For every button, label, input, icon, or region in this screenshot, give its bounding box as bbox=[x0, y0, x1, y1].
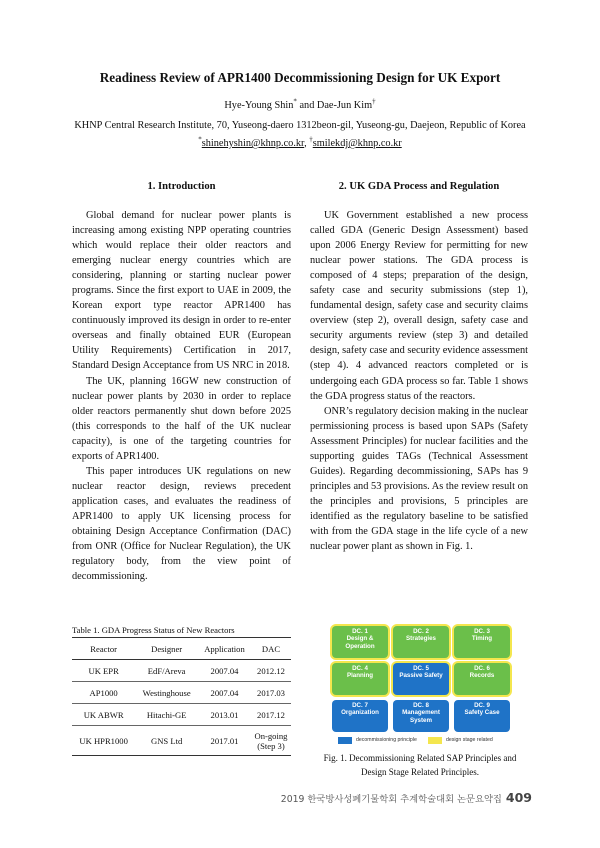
email-1-link[interactable]: shinehyshin@khnp.co.kr bbox=[201, 138, 305, 149]
table-cell: 2007.04 bbox=[210, 687, 239, 698]
paragraph: Global demand for nuclear power plants is increasing among existing NPP operating countries which would replace their older reactors and emerging nuclear energy countries which are considering, planning or starting nuclear power programs. Since the first export to UAE in 2009, the Korean export type reactor APR1400 has continuously improved its design in order to re-enter overseas and finally obtained EUR (European Utility Requirements) Certification in 2017, Standard Design Acceptance from US NRC in 2018. bbox=[72, 210, 291, 372]
page-number: 409 bbox=[505, 790, 532, 805]
page-footer bbox=[281, 790, 532, 805]
table-cell: 2013.01 bbox=[210, 709, 239, 720]
author-2: Dae-Jun Kim bbox=[316, 100, 373, 111]
principle-label: Planning bbox=[346, 672, 374, 680]
section-1-body bbox=[72, 208, 291, 584]
principle-code: DC. 8 bbox=[413, 702, 429, 709]
table-header-cell: Application bbox=[204, 643, 245, 654]
table-cell: Westinghouse bbox=[142, 687, 191, 698]
table-cell: Hitachi-GE bbox=[146, 709, 187, 720]
principle-label: Timing bbox=[471, 635, 493, 643]
principle-label: Design & Operation bbox=[345, 635, 375, 650]
principle-box-dc3 bbox=[454, 626, 510, 658]
table-cell: UK EPR bbox=[88, 665, 119, 676]
legend-yellow-swatch bbox=[428, 737, 442, 744]
principle-box-dc9 bbox=[454, 700, 510, 732]
table-cell: 2017.01 bbox=[210, 735, 239, 746]
table-row bbox=[72, 660, 291, 682]
paper-title: Readiness Review of APR1400 Decommissioning Design for UK Export bbox=[99, 70, 501, 85]
table-cell: UK HPR1000 bbox=[79, 735, 128, 746]
table-header-cell: Designer bbox=[151, 643, 183, 654]
principle-code: DC. 3 bbox=[474, 628, 490, 635]
table-cell: 2017.03 bbox=[257, 687, 285, 698]
legend-blue-swatch bbox=[338, 737, 352, 744]
table-header-cell: Reactor bbox=[90, 643, 118, 654]
email-separator: , bbox=[304, 138, 310, 149]
table-caption: Table 1. GDA Progress Status of New Reactors bbox=[72, 625, 235, 635]
figure-caption-line: Design Stage Related Principles. bbox=[361, 766, 479, 777]
figure-caption-line: Fig. 1. Decommissioning Related SAP Principles and bbox=[323, 753, 517, 763]
principle-code: DC. 2 bbox=[413, 628, 429, 635]
table-row bbox=[72, 726, 291, 756]
footer-proceedings-title: 2019 한국방사성폐기물학회 추계학술대회 논문요약집 bbox=[280, 794, 502, 805]
authors-and: and bbox=[296, 100, 317, 111]
table-cell: 2017.12 bbox=[257, 709, 285, 720]
principle-box-dc7 bbox=[332, 700, 388, 732]
table-cell: GNS Ltd bbox=[151, 735, 183, 746]
principle-code: DC. 7 bbox=[352, 702, 368, 709]
paragraph: ONR’s regulatory decision making in the nuclear permissioning process is based upon SAPs (Safety Assessment Principles) for nuclear facilities and the supporting guides TAGs (Technical Assessment Guides). Regarding decommissioning, SAPs has 9 principles and 53 provisions. As the review result on the principles and provisions, 5 principles are identified as the regulatory baseline to be satisfied with from the GDA stage in the life cycle of a new nuclear power plant as shown in Fig. 1. bbox=[310, 405, 528, 553]
paragraph: UK Government established a new process called GDA (Generic Design Assessment) based upon 2006 Energy Review for permitting for new nuclear power stations. The GDA process is composed of 4 steps; preparation of the design, safety case and security submissions (step 1), fundamental design, safety case and security claims overview (step 2), overall design, safety case and security arguments review (step 3) and detailed design, safety case and security evidence assessment (step 4). 4 advanced reactors completed or is undergoing each GDA process so far. Table 1 shows the GDA progress status of the reactors. bbox=[310, 210, 529, 402]
table-header-row bbox=[72, 638, 291, 660]
table-cell: On-going (Step 3) bbox=[254, 730, 288, 751]
table-row bbox=[72, 682, 291, 704]
principle-code: DC. 9 bbox=[474, 702, 490, 709]
figure-caption bbox=[310, 752, 530, 779]
principle-label: Strategies bbox=[406, 635, 436, 643]
table-header-cell: DAC bbox=[261, 643, 281, 654]
author-1: Hye-Young Shin bbox=[224, 100, 294, 111]
principle-box-dc1 bbox=[332, 626, 388, 658]
principle-box-dc6 bbox=[454, 663, 510, 695]
paragraph: The UK, planning 16GW new construction of nuclear power plants by 2030 in order to replace older reactors permanently shut down before 2025 (this corresponds to the half of the UK nuclear capacity), is one of the targeting countries for exports of APR1400. bbox=[72, 375, 291, 462]
authors-line bbox=[0, 97, 600, 111]
section-1-heading: 1. Introduction bbox=[147, 181, 216, 192]
email-2-link[interactable]: smilekdj@khnp.co.kr bbox=[312, 138, 402, 149]
legend-blue-label: decommissioning principle bbox=[356, 737, 417, 743]
table-cell: EdF/Areva bbox=[147, 665, 186, 676]
table-cell: 2007.04 bbox=[210, 665, 239, 676]
paragraph: This paper introduces UK regulations on new nuclear reactor design, reviews precedent application cases, and evaluates the readiness of APR1400 to apply UK licensing process for obtaining Design Acceptance Confirmation (DAC) from ONR (Office for Nuclear Regulation), the UK regulatory body, from the view point of decommissioning. bbox=[72, 465, 291, 583]
author-2-mark: † bbox=[372, 97, 376, 106]
emails-line bbox=[0, 135, 600, 149]
principle-label: Safety Case bbox=[464, 709, 500, 717]
table-cell: UK ABWR bbox=[83, 709, 124, 720]
principle-code: DC. 5 bbox=[413, 665, 429, 672]
principle-code: DC. 6 bbox=[474, 665, 490, 672]
principle-box-dc8 bbox=[393, 700, 449, 732]
figure-1-diagram bbox=[330, 624, 514, 746]
principle-box-dc2 bbox=[393, 626, 449, 658]
table-cell: 2012.12 bbox=[257, 665, 285, 676]
email-1-mark: * bbox=[198, 135, 202, 144]
principle-label: Passive Safety bbox=[399, 672, 443, 680]
principle-label: Organization bbox=[341, 709, 379, 717]
section-2-heading: 2. UK GDA Process and Regulation bbox=[338, 181, 500, 192]
principle-code: DC. 4 bbox=[352, 665, 368, 672]
principle-code: DC. 1 bbox=[352, 628, 368, 635]
affiliation: KHNP Central Research Institute, 70, Yuseong-daero 1312beon-gil, Yuseong-gu, Daejeon, Republic of Korea bbox=[74, 120, 526, 131]
section-2-body bbox=[310, 208, 528, 554]
principle-label: Records bbox=[469, 672, 495, 680]
legend-yellow-label: design stage related bbox=[446, 737, 493, 743]
principle-box-dc4 bbox=[332, 663, 388, 695]
table-cell: AP1000 bbox=[89, 687, 118, 698]
table-row bbox=[72, 704, 291, 726]
author-1-mark: * bbox=[293, 97, 297, 106]
email-2-mark: † bbox=[309, 135, 313, 144]
gda-status-table bbox=[72, 637, 291, 756]
principle-box-dc5 bbox=[393, 663, 449, 695]
principle-label: Management System bbox=[402, 709, 440, 724]
